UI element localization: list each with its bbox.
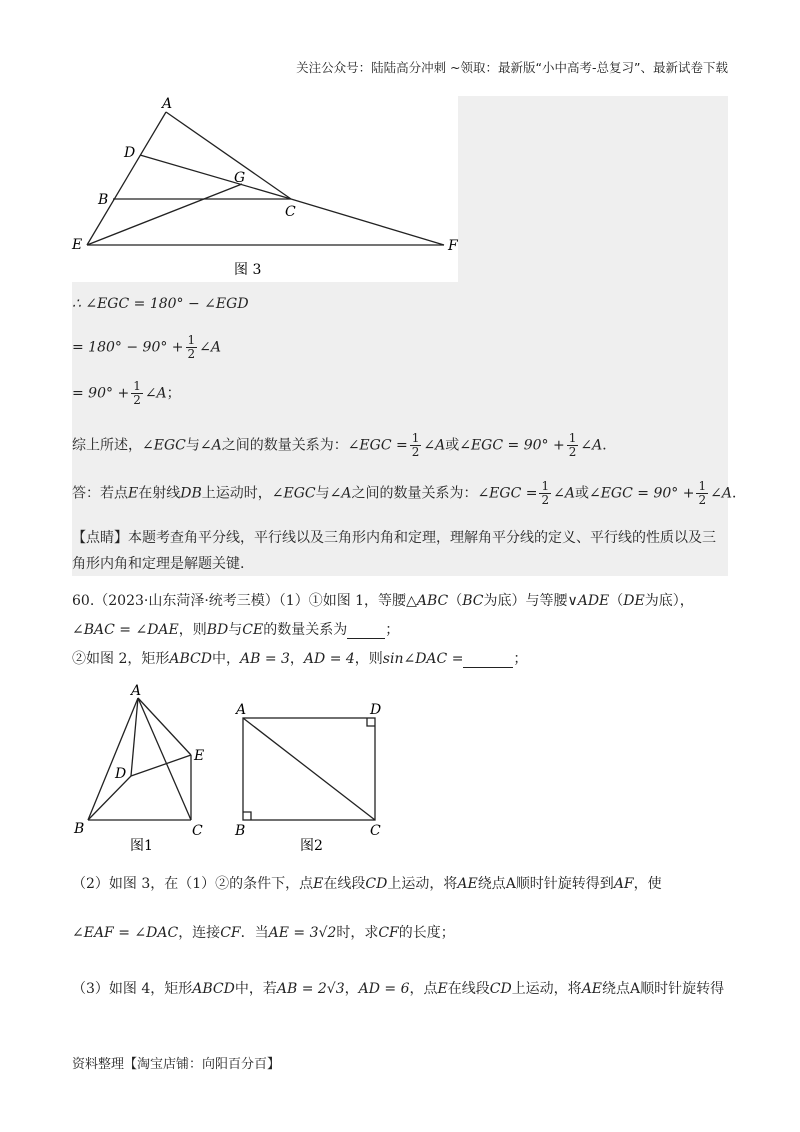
figure-3 [0, 0, 800, 300]
fig1-label-b: B [74, 821, 85, 837]
fig3-label-a: A [162, 96, 173, 112]
problem-60-part-2-line-1: （2）如图 3，在（1）②的条件下，点E在线段CD上运动，将AE绕点A顺时针旋转得到AF，使 [72, 876, 662, 892]
solution-step-1: ∴ ∠EGC = 180° − ∠EGD [72, 296, 249, 312]
fig3-label-d: D [124, 145, 136, 161]
problem-60-line-2: ∠BAC = ∠DAE，则BD与CE的数量关系为 ； [72, 622, 400, 638]
fig2-label-c: C [370, 823, 381, 839]
page-header: 关注公众号：陆陆高分冲刺 ~领取：最新版“小中高考-总复习”、最新试卷下载 [296, 60, 728, 75]
fig2-label-a: A [236, 702, 247, 718]
fig3-label-e: E [72, 237, 83, 253]
answer-blank-2 [463, 651, 513, 668]
solution-comment-2: 角形内角和定理是解题关键. [72, 556, 245, 572]
page-footer: 资料整理【淘宝店铺：向阳百分百】 [72, 1057, 281, 1072]
solution-comment-1: 【点睛】本题考查角平分线，平行线以及三角形内角和定理，理解角平分线的定义、平行线的性质以及三 [72, 530, 716, 546]
fig3-label-b: B [98, 192, 109, 208]
fig3-label-c: C [285, 204, 296, 220]
fig3-caption: 图 3 [234, 262, 262, 278]
problem-60-part-3-line-1: （3）如图 4，矩形ABCD中，若AB = 2√3，AD = 6，点E在线段CD上运动，将AE绕点A顺时针旋转得 [72, 981, 725, 997]
fig2-label-b: B [235, 823, 246, 839]
fig1-label-a: A [131, 683, 142, 699]
problem-60-part-2-line-2: ∠EAF = ∠DAC，连接CF．当AE = 3√2时，求CF的长度； [72, 925, 455, 941]
fig3-label-f: F [448, 238, 458, 254]
problem-60-line-1: 60.（2023·山东菏泽·统考三模）（1）①如图 1，等腰△ABC（BC为底）与等腰∨ADE（DE为底）， [72, 593, 694, 609]
answer-blank-1 [347, 622, 385, 639]
fig2-caption: 图2 [300, 838, 323, 854]
figures-1-2 [0, 680, 800, 860]
problem-60-line-3: ②如图 2，矩形ABCD中，AB = 3，AD = 4，则sin∠DAC = ； [72, 651, 528, 667]
fig1-label-c: C [192, 823, 203, 839]
solution-step-2: = 180° − 90° + $\frac{1}{2}$ ∠A [72, 333, 222, 361]
fig1-caption: 图1 [130, 838, 153, 854]
fig1-label-e: E [194, 748, 205, 764]
fig1-label-d: D [115, 766, 127, 782]
solution-step-3: = 90° + $\frac{1}{2}$ ∠A； [72, 379, 181, 407]
solution-summary: 综上所述，∠EGC与∠A之间的数量关系为：∠EGC = $\frac{1}{2}$ ∠A或∠EGC = 90° + $\frac{1}{2}$ ∠A． [72, 431, 617, 459]
solution-answer: 答：若点E在射线DB上运动时，∠EGC与∠A之间的数量关系为：∠EGC = $\frac{1}{2}$ ∠A或∠EGC = 90° + $\frac{1}{2}$ ∠A． [72, 479, 746, 507]
fig3-label-g: G [234, 170, 246, 186]
fig2-label-d: D [370, 702, 382, 718]
